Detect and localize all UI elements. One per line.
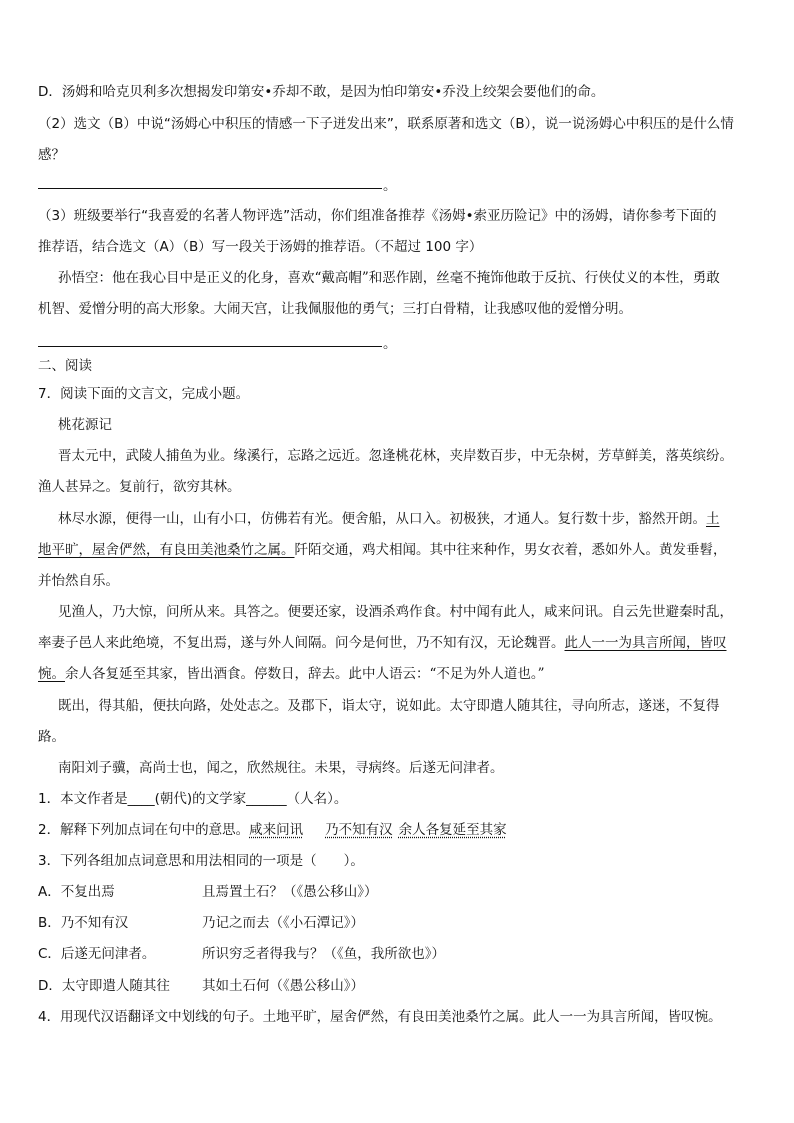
q2-label: 2．解释下列加点词在句中的意思。 (38, 822, 250, 838)
underlined-sentence-1: 土 (706, 511, 720, 527)
answer-period-1: 。 (383, 178, 397, 194)
passage-p2-line-1 (58, 509, 720, 529)
question-3-line-1: （3）班级要举行“我喜爱的名著人物评选”活动，你们组准备推荐《汤姆•索亚历险记》中的汤姆，请你参考下面的 (38, 208, 717, 224)
passage-text: 林尽水源，便得一山，山有小口，仿佛若有光。便舍船，从口入。初极狭，才通人。复行数十步，豁然开朗。 (58, 511, 706, 527)
option-left: C．后遂无问津者。 (38, 946, 156, 962)
question-3-line-2: 推荐语，结合选文（A）（B）写一段关于汤姆的推荐语。（不超过 100 字） (38, 239, 483, 255)
q3-option-d-compare: 其如土石何（《愚公移山》） (202, 978, 364, 994)
q2-item: 乃不知有汉 (325, 822, 393, 838)
sub-question-4: 4．用现代汉语翻译文中划线的句子。土地平旷，屋舍俨然，有良田美池桑竹之属。此人一一为具言所闻，皆叹惋。 (38, 1009, 722, 1025)
passage-p3-line-1: 见渔人，乃大惊，问所从来。具答之。便要还家，设酒杀鸡作食。村中闻有此人，咸来问讯。自云先世避秦时乱， (58, 604, 733, 620)
option-left: B．乃不知有汉 (38, 915, 129, 931)
q3-option-b-compare: 乃记之而去（《小石潭记》） (202, 915, 364, 931)
passage-p4-line-1: 既出，得其船，便扶向路，处处志之。及郡下，诣太守，说如此。太守即遣人随其往，寻向所志，遂迷，不复得 (58, 698, 720, 714)
underlined-sentence-2: 此人一一为具言所闻，皆叹 (564, 635, 727, 651)
passage-p3-line-2 (38, 633, 727, 653)
q1-text: 1．本文作者是 (38, 791, 128, 807)
q3-option-a-compare: 且焉置土石？（《愚公移山》） (202, 884, 378, 900)
q1-blank-name[interactable]: ______ (246, 791, 287, 807)
q1-text: (朝代)的文学家 (154, 791, 247, 807)
q2-item: 余人各复延至其家 (398, 822, 507, 838)
underlined-sentence-2: 惋。 (38, 666, 65, 682)
q1-text: （人名）。 (286, 791, 348, 807)
answer-blank-1[interactable] (38, 188, 382, 189)
passage-p2-line-3: 并怡然自乐。 (38, 573, 119, 589)
q3-option-a[interactable] (38, 882, 115, 902)
passage-title: 桃花源记 (58, 417, 112, 433)
sample-recommendation-line-2: 机智、爱憎分明的高大形象。大闹天宫，让我佩服他的勇气；三打白骨精，让我感叹他的爱憎分明。 (38, 301, 632, 317)
passage-text: 余人各复延至其家，皆出酒食。停数日，辞去。此中人语云：“不足为外人道也。” (65, 666, 545, 682)
question-7-stem: 7．阅读下面的文言文，完成小题。 (38, 386, 250, 402)
q2-item: 咸来问讯 (249, 822, 304, 838)
sub-question-2 (38, 820, 507, 840)
passage-p5-line-1: 南阳刘子骥，高尚士也，闻之，欣然规往。未果，寻病终。后遂无问津者。 (58, 760, 504, 776)
sub-question-3-stem: 3．下列各组加点词意思和用法相同的一项是（ ）。 (38, 853, 364, 869)
passage-p1-line-2: 渔人甚异之。复前行，欲穷其林。 (38, 479, 241, 495)
passage-p4-line-2: 路。 (38, 729, 65, 745)
sub-question-1 (38, 789, 347, 809)
q3-option-d[interactable] (38, 976, 170, 996)
passage-text: 率妻子邑人来此绝境，不复出焉，遂与外人间隔。问今是何世，乃不知有汉，无论魏晋。 (38, 635, 565, 651)
question-2-line-1: （2）选文（B）中说“汤姆心中积压的情感一下子迸发出来”，联系原著和选文（B），说一说汤姆心中积压的是什么情 (38, 116, 734, 132)
answer-blank-2[interactable] (38, 346, 382, 347)
q1-blank-dynasty[interactable]: ____ (127, 791, 155, 807)
question-2-line-2: 感？ (38, 147, 65, 163)
option-left: D．太守即遣人随其往 (38, 978, 170, 994)
underlined-sentence-1: 地平旷，屋舍俨然，有良田美池桑竹之属。 (38, 542, 295, 558)
option-d: D．汤姆和哈克贝利多次想揭发印第安•乔却不敢，是因为怕印第安•乔没上绞架会要他们的命。 (38, 84, 605, 100)
q3-option-b[interactable] (38, 913, 128, 933)
option-left: A．不复出焉 (38, 884, 115, 900)
passage-text: 阡陌交通，鸡犬相闻。其中往来种作，男女衣着，悉如外人。黄发垂髫， (294, 542, 727, 558)
passage-p1-line-1: 晋太元中，武陵人捕鱼为业。缘溪行，忘路之远近。忽逢桃花林，夹岸数百步，中无杂树，芳草鲜美，落英缤纷。 (58, 448, 733, 464)
q3-option-c[interactable] (38, 944, 155, 964)
sample-recommendation-line-1: 孙悟空：他在我心目中是正义的化身，喜欢“戴高帽”和恶作剧，丝毫不掩饰他敢于反抗、行侠仗义的本性，勇敢 (58, 270, 720, 286)
section-heading: 二、阅读 (38, 358, 92, 374)
answer-period-2: 。 (383, 336, 397, 352)
passage-p3-line-3 (38, 664, 545, 684)
passage-p2-line-2 (38, 540, 727, 560)
q3-option-c-compare: 所识穷乏者得我与？（《鱼，我所欲也》） (202, 946, 445, 962)
